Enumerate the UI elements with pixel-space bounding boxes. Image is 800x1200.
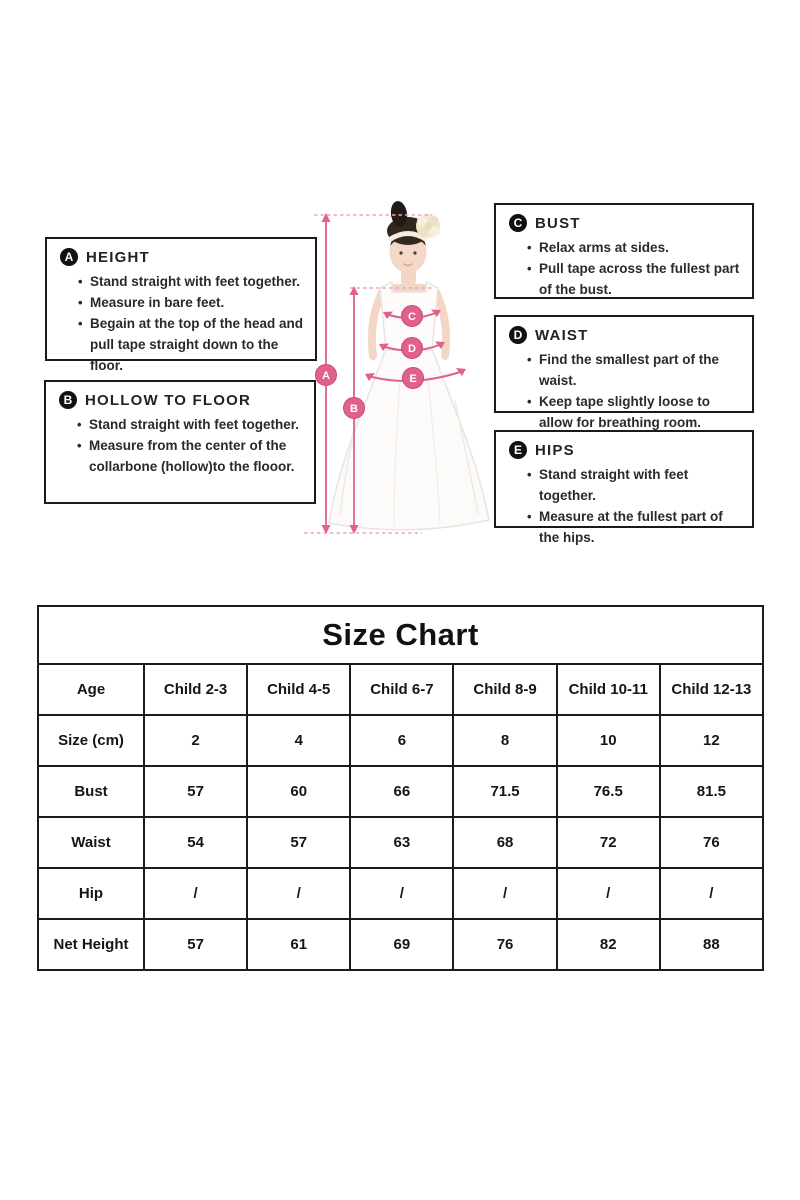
measure-box-waist-list xyxy=(509,350,744,434)
instruction-item: • Measure at the fullest part of the hips. xyxy=(539,507,744,549)
marker-a-label: A xyxy=(322,370,330,382)
instruction-item: • Find the smallest part of the waist. xyxy=(539,350,744,392)
measure-box-hips-list xyxy=(509,465,744,549)
instruction-item: • Measure in bare feet. xyxy=(90,293,307,314)
size-value-cell: 6 xyxy=(350,715,453,766)
size-value-cell: 10 xyxy=(557,715,660,766)
size-value-cell: 82 xyxy=(557,919,660,970)
size-value-cell: / xyxy=(247,868,350,919)
size-chart-row xyxy=(38,919,763,970)
measure-box-hollow-header xyxy=(59,391,306,409)
instruction-item: • Stand straight with feet together. xyxy=(90,272,307,293)
letter-c-badge: C xyxy=(509,214,527,232)
size-value-cell: 88 xyxy=(660,919,763,970)
instruction-item: • Relax arms at sides. xyxy=(539,238,744,259)
measure-box-height-title: HEIGHT xyxy=(86,248,150,266)
marker-e-label: E xyxy=(409,373,417,385)
size-value-cell: / xyxy=(453,868,556,919)
instruction-item: • Measure from the center of the collarbone (hollow)to the flooor. xyxy=(89,436,306,478)
row-label: Net Height xyxy=(38,919,144,970)
measure-box-waist-title: WAIST xyxy=(535,326,589,344)
size-value-cell: 54 xyxy=(144,817,247,868)
row-label: Hip xyxy=(38,868,144,919)
measure-box-hips-header xyxy=(509,441,744,459)
size-value-cell: 60 xyxy=(247,766,350,817)
size-value-cell: / xyxy=(144,868,247,919)
measure-box-bust-title: BUST xyxy=(535,214,581,232)
measure-box-height xyxy=(45,237,317,373)
size-value-cell: 63 xyxy=(350,817,453,868)
size-chart-table xyxy=(37,605,764,971)
size-chart-row xyxy=(38,715,763,766)
letter-b-badge: B xyxy=(59,391,77,409)
size-value-cell: 69 xyxy=(350,919,453,970)
girl-illustration xyxy=(329,200,489,530)
size-value-cell: 4 xyxy=(247,715,350,766)
size-chart-title: Size Chart xyxy=(38,606,763,664)
row-label: Size (cm) xyxy=(38,715,144,766)
row-label: Waist xyxy=(38,817,144,868)
measure-box-bust xyxy=(494,203,754,299)
size-value-cell: 57 xyxy=(247,817,350,868)
column-header: Child 10-11 xyxy=(557,664,660,715)
marker-d-label: D xyxy=(408,343,416,355)
measure-box-bust-list xyxy=(509,238,744,301)
size-value-cell: / xyxy=(350,868,453,919)
size-value-cell: 71.5 xyxy=(453,766,556,817)
size-value-cell: / xyxy=(660,868,763,919)
instruction-item: • Keep tape slightly loose to allow for breathing room. xyxy=(539,392,744,434)
marker-b-label: B xyxy=(350,403,358,415)
size-chart-title-row xyxy=(38,606,763,664)
column-header: Child 12-13 xyxy=(660,664,763,715)
measure-box-waist xyxy=(494,315,754,430)
size-value-cell: 81.5 xyxy=(660,766,763,817)
letter-d-badge: D xyxy=(509,326,527,344)
size-chart-row xyxy=(38,817,763,868)
height-measure-line xyxy=(316,213,337,534)
instruction-item: • Pull tape across the fullest part of the bust. xyxy=(539,259,744,301)
column-header: Child 8-9 xyxy=(453,664,556,715)
measure-box-hollow-title: HOLLOW TO FLOOR xyxy=(85,391,252,409)
letter-a-badge: A xyxy=(60,248,78,266)
size-value-cell: 76 xyxy=(453,919,556,970)
measure-box-waist-header xyxy=(509,326,744,344)
measure-box-hollow-to-floor xyxy=(44,380,316,504)
instruction-item: • Stand straight with feet together. xyxy=(539,465,744,507)
size-chart-row xyxy=(38,868,763,919)
size-value-cell: 68 xyxy=(453,817,556,868)
column-header: Child 6-7 xyxy=(350,664,453,715)
size-value-cell: 8 xyxy=(453,715,556,766)
instruction-item: • Begain at the top of the head and pull tape straight down to the floor. xyxy=(90,314,307,377)
column-header-age: Age xyxy=(38,664,144,715)
size-value-cell: 12 xyxy=(660,715,763,766)
column-header: Child 4-5 xyxy=(247,664,350,715)
size-value-cell: 2 xyxy=(144,715,247,766)
size-value-cell: 57 xyxy=(144,919,247,970)
measure-box-height-list xyxy=(60,272,307,377)
size-value-cell: 57 xyxy=(144,766,247,817)
measure-box-hips-title: HIPS xyxy=(535,441,575,459)
size-chart-row xyxy=(38,766,763,817)
row-label: Bust xyxy=(38,766,144,817)
marker-c-label: C xyxy=(408,311,416,323)
size-value-cell: 76.5 xyxy=(557,766,660,817)
size-chart-header-row xyxy=(38,664,763,715)
measure-box-bust-header xyxy=(509,214,744,232)
measure-box-hips xyxy=(494,430,754,545)
measure-box-hollow-list xyxy=(59,415,306,478)
column-header: Child 2-3 xyxy=(144,664,247,715)
letter-e-badge: E xyxy=(509,441,527,459)
hair-flower xyxy=(416,214,440,238)
size-value-cell: 76 xyxy=(660,817,763,868)
size-value-cell: 72 xyxy=(557,817,660,868)
size-value-cell: / xyxy=(557,868,660,919)
girl-model-measurement-diagram xyxy=(300,200,500,545)
instruction-item: • Stand straight with feet together. xyxy=(89,415,306,436)
measure-box-height-header xyxy=(60,248,307,266)
size-value-cell: 66 xyxy=(350,766,453,817)
size-value-cell: 61 xyxy=(247,919,350,970)
